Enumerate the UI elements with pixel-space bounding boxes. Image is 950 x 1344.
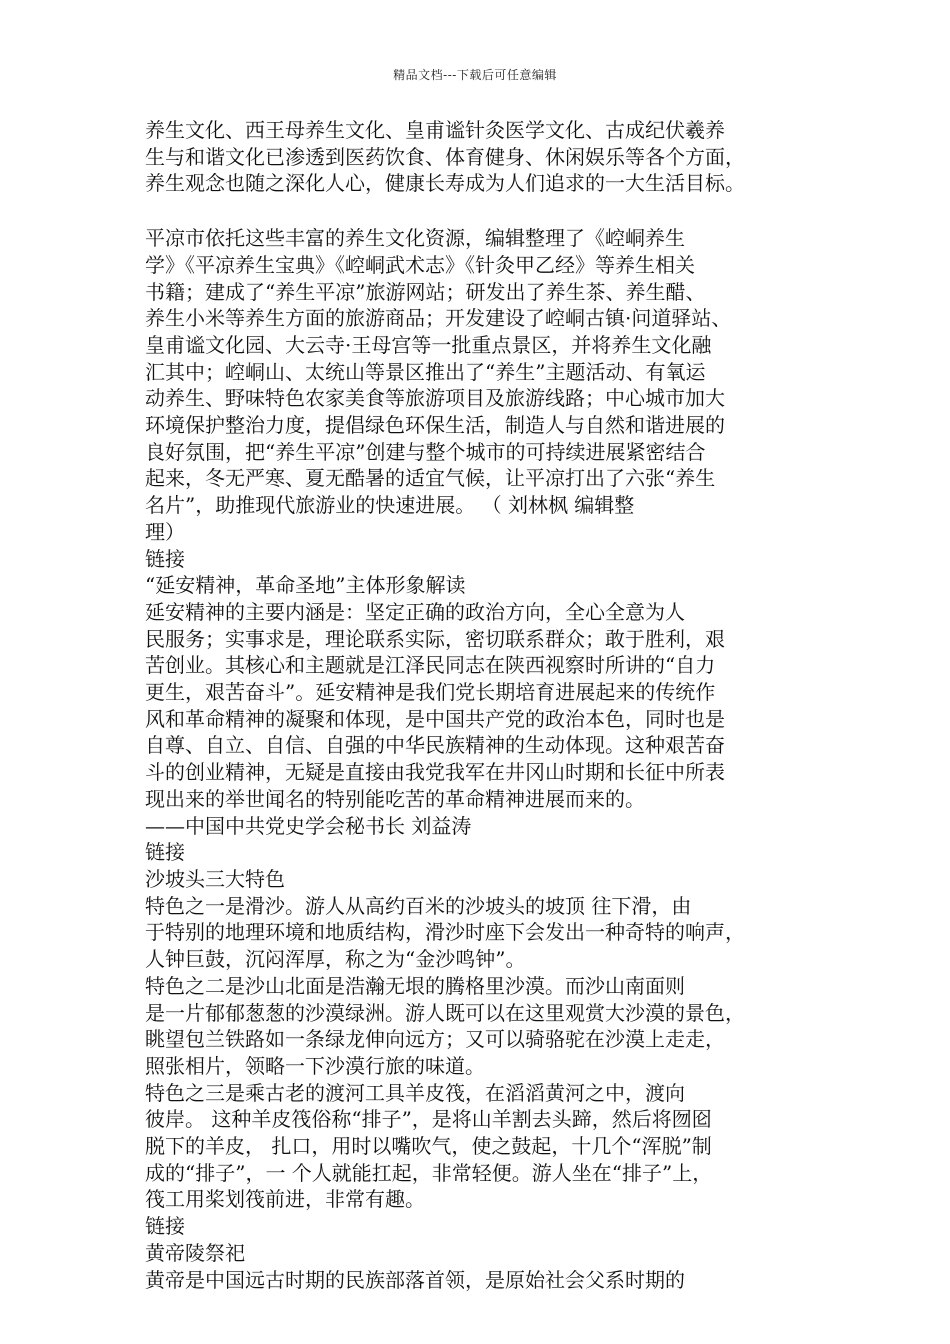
paragraph-spacer [145,197,813,225]
paragraph-pingliang: 平凉市依托这些丰富的养生文化资源，编辑整理了《崆峒养生 学》《平凉养生宝典》《崆峒武术志》《针灸甲乙经》等养生相关 书籍；建成了“养生平凉”旅游网站；研发出了养生茶、养生醋、 养生小米等养生方面的旅游商品；开发建设了崆峒古镇·问道驿站、 皇甫谧文化园、大云寺·王母宫等一批重点景区，并将养生文化融 汇其中；崆峒山、太统山等景区推出了“养生”主题活动、有氧运 动养生、野味特色农家美食等旅游项目及旅游线路；中心城市加大 环境保护整治力度，提倡绿色环保生活，制造人与自然和谐进展的 良好氛围，把“养生平凉”创建与整个城市的可持续进展紧密结合 起来，冬无严寒、夏无酷暑的适宜气候，让平凉打出了六张“养生 名片”，助推现代旅游业的快速进展。 （ 刘林枫 编辑整 理） [145,226,732,544]
document-body [145,117,813,1293]
section-title-huangdi: 黄帝陵祭祀 [145,1240,245,1265]
section-title-yanan: “延安精神，革命圣地”主体形象解读 [145,573,466,598]
paragraph-feature-three: 特色之三是乘古老的渡河工具羊皮筏，在滔滔黄河之中，渡向 彼岸。 这种羊皮筏俗称“排子”，是将山羊割去头蹄，然后将囫囵 脱下的羊皮， 扎口，用时以嘴吹气，使之鼓起，十几个“浑脱”制 成的“排子”，一 个人就能扛起，非常轻便。游人坐在“排子”上， 筏工用桨划筏前进，非常有趣。 [145,1080,713,1212]
link-label: 链接 [145,1214,185,1239]
link-label: 链接 [145,840,185,865]
paragraph-feature-one: 特色之一是滑沙。游人从高约百米的沙坡头的坡顶 往下滑，由 于特别的地理环境和地质结构，滑沙时座下会发出一种奇特的响声， 人钟巨鼓，沉闷浑厚，称之为“金沙鸣钟”。 [145,893,745,972]
link-label: 链接 [145,546,185,571]
paragraph-feature-two: 特色之二是沙山北面是浩瀚无垠的腾格里沙漠。而沙山南面则 是一片郁郁葱葱的沙漠绿洲。游人既可以在这里观赏大沙漠的景色， 眺望包兰铁路如一条绿龙伸向远方；又可以骑骆驼在沙漠上走走， 照张相片，领略一下沙漠行旅的味道。 [145,973,745,1078]
paragraph-yangsheng-culture: 养生文化、西王母养生文化、皇甫谧针灸医学文化、古成纪伏羲养 生与和谐文化已渗透到医药饮食、体育健身、休闲娱乐等各个方面， 养生观念也随之深化人心，健康长寿成为人们追求的一大生活目标。 [145,118,745,196]
section-title-shapotou: 沙坡头三大特色 [145,866,285,891]
paragraph-attribution: ——中国中共党史学会秘书长 刘益涛 [145,813,472,838]
paragraph-yanan-spirit: 延安精神的主要内涵是：坚定正确的政治方向，全心全意为人 民服务；实事求是，理论联系实际，密切联系群众；敢于胜利，艰 苦创业。其核心和主题就是江泽民同志在陕西视察时所讲的“自力 更生，艰苦奋斗”。延安精神是我们党长期培育进展起来的传统作 风和革命精神的凝聚和体现，是中国共产党的政治本色，同时也是 自尊、自立、自信、自强的中华民族精神的生动体现。这种艰苦奋 斗的创业精神，无疑是直接由我党我军在井冈山时期和长征中所表 现出来的举世闻名的特别能吃苦的革命精神进展而来的。 [145,599,725,811]
paragraph-huangdi: 黄帝是中国远古时期的民族部落首领，是原始社会父系时期的 [145,1267,685,1292]
page-header: 精品文档---下载后可任意编辑 [393,68,557,82]
